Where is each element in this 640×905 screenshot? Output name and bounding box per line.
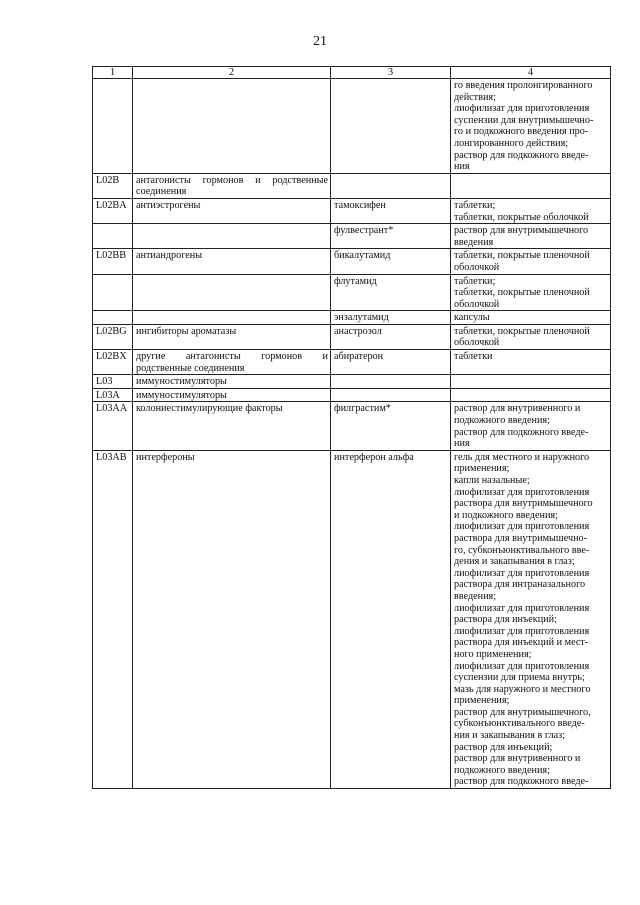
- inn-cell: [331, 224, 451, 249]
- dosage-form-line: лиофилизат для приготовления: [454, 567, 590, 579]
- dosage-form-line: таблетки, покрытые пленочной: [454, 325, 590, 337]
- inn-cell-text: тамоксифен: [334, 199, 386, 211]
- atc-code-cell: [93, 249, 133, 274]
- group-name-cell-text: антиэстрогены: [136, 199, 201, 211]
- dosage-form-line: лиофилизат для приготовления: [454, 521, 590, 533]
- dosage-forms-cell: [451, 388, 611, 402]
- group-name-cell: [133, 324, 331, 349]
- group-name-cell: [133, 274, 331, 311]
- inn-cell: [331, 324, 451, 349]
- dosage-form-line: раствора для интраназального: [454, 579, 586, 591]
- dosage-form-line: ния и закапывания в глаз;: [454, 730, 565, 742]
- table-row: [93, 249, 611, 274]
- table-row: [93, 402, 611, 450]
- dosage-form-line: мазь для наружного и местного: [454, 683, 591, 695]
- inn-cell-text: филграстим*: [334, 403, 391, 415]
- group-name-cell: [133, 173, 331, 198]
- dosage-form-line: лиофилизат для приготовления: [454, 486, 590, 498]
- group-name-cell: [133, 350, 331, 375]
- dosage-forms-cell: [451, 173, 611, 198]
- dosage-form-line: оболочкой: [454, 298, 500, 310]
- dosage-forms-cell: [451, 350, 611, 375]
- atc-code-cell-text: L03A: [96, 389, 120, 401]
- group-name-cell-text: иммуностимуляторы: [136, 376, 227, 388]
- group-name-cell: [133, 198, 331, 223]
- atc-code-cell-text: L02BG: [96, 325, 127, 337]
- inn-cell: [331, 311, 451, 325]
- atc-code-cell-text: L03: [96, 376, 113, 388]
- table-body: [93, 79, 611, 789]
- group-name-cell: [133, 402, 331, 450]
- table-row: [93, 311, 611, 325]
- dosage-form-line: оболочкой: [454, 337, 500, 349]
- inn-cell-text: анастрозол: [334, 325, 382, 337]
- dosage-forms-cell: [451, 224, 611, 249]
- atc-code-cell: [93, 450, 133, 788]
- dosage-form-line: ния: [454, 161, 470, 173]
- table-row: [93, 375, 611, 389]
- dosage-form-line: раствор для внутривенного и: [454, 403, 581, 415]
- dosage-form-line: оболочкой: [454, 261, 500, 273]
- group-name-cell-text: колониестимулирующие факторы: [136, 403, 283, 415]
- dosage-form-line: раствор для подкожного введе-: [454, 149, 589, 161]
- dosage-forms-cell: [451, 198, 611, 223]
- dosage-form-line: таблетки;: [454, 275, 496, 287]
- dosage-forms-cell: [451, 79, 611, 174]
- dosage-form-line: лиофилизат для приготовления: [454, 660, 590, 672]
- dosage-forms-cell: [451, 249, 611, 274]
- atc-code-cell: [93, 388, 133, 402]
- dosage-form-line: подкожного введения;: [454, 415, 550, 427]
- inn-cell: [331, 79, 451, 174]
- atc-code-cell: [93, 198, 133, 223]
- dosage-form-line: го и подкожного введения про-: [454, 126, 589, 138]
- dosage-form-line: раствора для внутримышечно-: [454, 532, 588, 544]
- dosage-form-line: применения;: [454, 695, 510, 707]
- inn-cell: [331, 375, 451, 389]
- dosage-form-line: лиофилизат для приготовления: [454, 625, 590, 637]
- column-header-inn: 3: [331, 67, 451, 79]
- dosage-form-line: субконъюнктивального введе-: [454, 718, 585, 730]
- dosage-form-line: раствор для инъекций;: [454, 741, 553, 753]
- inn-cell-text: интерферон альфа: [334, 451, 414, 463]
- dosage-form-line: лонгированного действия;: [454, 137, 569, 149]
- atc-code-cell: [93, 79, 133, 174]
- dosage-form-line: и подкожного введения;: [454, 509, 558, 521]
- dosage-form-line: ния: [454, 438, 470, 450]
- atc-code-cell: [93, 311, 133, 325]
- inn-cell: [331, 274, 451, 311]
- dosage-forms-cell: [451, 402, 611, 450]
- dosage-form-line: введения: [454, 236, 494, 248]
- group-name-cell: [133, 388, 331, 402]
- atc-code-cell: [93, 375, 133, 389]
- atc-code-cell: [93, 324, 133, 349]
- group-name-cell: [133, 224, 331, 249]
- dosage-forms-cell: [451, 274, 611, 311]
- dosage-form-line: го, субконъюнктивального вве-: [454, 544, 590, 556]
- table-row: [93, 79, 611, 174]
- atc-code-cell: [93, 274, 133, 311]
- dosage-form-line: действия;: [454, 91, 496, 103]
- atc-code-cell: [93, 402, 133, 450]
- group-name-cell-text: антиандрогены: [136, 250, 203, 262]
- table-row: [93, 450, 611, 788]
- atc-code-cell-text: L02BX: [96, 351, 127, 363]
- atc-code-cell-text: L03AB: [96, 451, 127, 463]
- column-header-forms: 4: [451, 67, 611, 79]
- dosage-form-line: таблетки, покрытые пленочной: [454, 250, 590, 262]
- dosage-form-line: раствора для инъекций;: [454, 614, 557, 626]
- drug-table: [92, 66, 611, 789]
- dosage-form-line: раствор для внутримышечного,: [454, 706, 591, 718]
- dosage-form-line: применения;: [454, 463, 510, 475]
- page-number: 21: [313, 34, 327, 49]
- dosage-form-line: раствор для внутривенного и: [454, 753, 581, 765]
- group-name-cell-text: интерфероны: [136, 451, 195, 463]
- dosage-form-line: гель для местного и наружного: [454, 451, 590, 463]
- inn-cell: [331, 450, 451, 788]
- dosage-form-line: го введения пролонгированного: [454, 80, 593, 91]
- atc-code-cell: [93, 350, 133, 375]
- dosage-form-line: лиофилизат для приготовления: [454, 602, 590, 614]
- inn-cell: [331, 402, 451, 450]
- table-row: [93, 274, 611, 311]
- dosage-form-line: раствор для подкожного введе-: [454, 776, 589, 788]
- dosage-form-line: введения;: [454, 590, 497, 602]
- inn-cell-text: абиратерон: [334, 351, 384, 363]
- inn-cell: [331, 173, 451, 198]
- group-name-cell-text: ингибиторы ароматазы: [136, 325, 237, 337]
- group-name-cell: [133, 311, 331, 325]
- dosage-forms-cell: [451, 311, 611, 325]
- atc-code-cell-text: L02B: [96, 174, 120, 186]
- dosage-form-line: дения и закапывания в глаз;: [454, 556, 575, 568]
- group-name-cell: [133, 249, 331, 274]
- dosage-form-line: суспензии для внутримышечно-: [454, 114, 594, 126]
- table-row: [93, 350, 611, 375]
- atc-code-cell-text: L02BA: [96, 199, 127, 211]
- dosage-form-line: раствора для инъекций и мест-: [454, 637, 589, 649]
- dosage-forms-cell: [451, 450, 611, 788]
- dosage-form-line: раствора для внутримышечного: [454, 498, 593, 510]
- column-header-code: 1: [93, 67, 133, 79]
- inn-cell-text: флутамид: [334, 275, 377, 287]
- atc-code-cell: [93, 224, 133, 249]
- group-name-cell: [133, 375, 331, 389]
- dosage-forms-cell: [451, 324, 611, 349]
- group-name-cell: [133, 79, 331, 174]
- dosage-form-line: таблетки, покрытые пленочной: [454, 287, 590, 299]
- dosage-form-line: таблетки, покрытые оболочкой: [454, 211, 589, 223]
- dosage-form-line: капли назальные;: [454, 475, 530, 486]
- group-name-cell-text: антагонисты гормонов и родственные соединения: [136, 174, 328, 198]
- dosage-form-line: раствор для подкожного введе-: [454, 426, 589, 438]
- table-row: [93, 173, 611, 198]
- group-name-cell: [133, 450, 331, 788]
- atc-code-cell-text: L03AA: [96, 403, 128, 415]
- group-name-cell-text: иммуностимуляторы: [136, 389, 227, 401]
- table-row: [93, 388, 611, 402]
- inn-cell: [331, 249, 451, 274]
- inn-cell-text: энзалутамид: [334, 312, 389, 324]
- inn-cell: [331, 198, 451, 223]
- inn-cell-text: бикалутамид: [334, 250, 391, 262]
- dosage-forms-cell: [451, 375, 611, 389]
- atc-code-cell: [93, 173, 133, 198]
- atc-code-cell-text: L02BB: [96, 250, 127, 262]
- dosage-form-line: таблетки: [454, 351, 493, 363]
- group-name-cell-text: другие антагонисты гормонов и родственные соединения: [136, 351, 328, 374]
- dosage-form-line: капсулы: [454, 312, 490, 324]
- inn-cell: [331, 350, 451, 375]
- inn-cell: [331, 388, 451, 402]
- dosage-form-line: таблетки;: [454, 199, 496, 211]
- dosage-form-line: подкожного введения;: [454, 764, 550, 776]
- table-header-row: [93, 67, 611, 79]
- dosage-form-line: суспензии для приема внутрь;: [454, 672, 585, 684]
- table-row: [93, 198, 611, 223]
- inn-cell-text: фулвестрант*: [334, 225, 394, 237]
- dosage-form-line: лиофилизат для приготовления: [454, 103, 590, 115]
- table-row: [93, 224, 611, 249]
- dosage-form-line: ного применения;: [454, 648, 532, 660]
- column-header-group: 2: [133, 67, 331, 79]
- dosage-form-line: раствор для внутримышечного: [454, 225, 589, 237]
- table-row: [93, 324, 611, 349]
